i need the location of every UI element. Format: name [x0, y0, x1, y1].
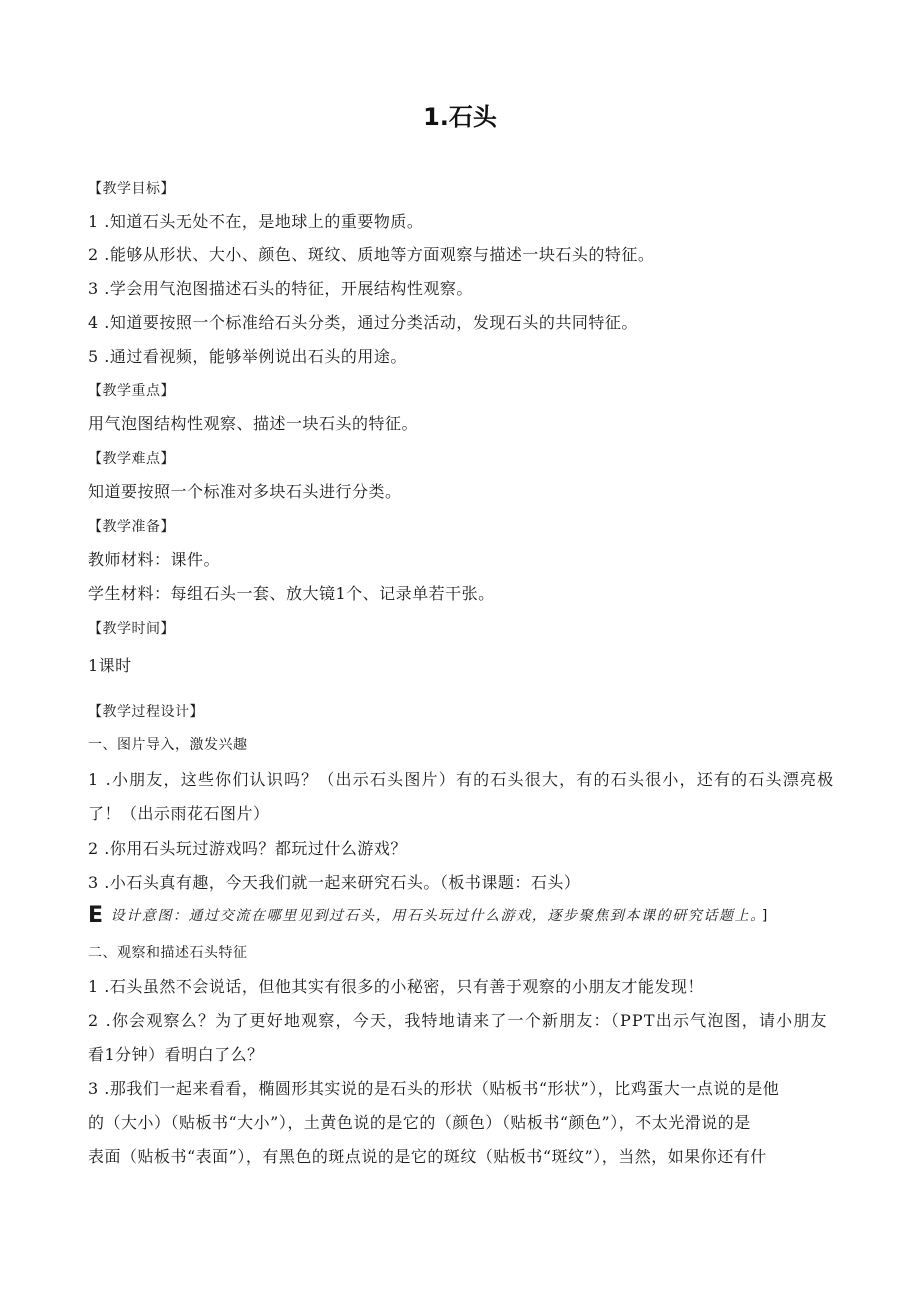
part1-line: 1 .小朋友，这些你们认识吗？（出示石头图片）有的石头很大，有的石头很小，还有的石头漂亮极 [88, 770, 835, 789]
part2-line: 看1分钟）看明白了么？ [88, 1045, 264, 1064]
part2-line: 2 .你会观察么？为了更好地观察，今天，我特地请来了一个新朋友：（PPT出示气泡图，请小朋友 [88, 1011, 828, 1030]
objective-item: 4 .知道要按照一个标准给石头分类，通过分类活动，发现石头的共同特征。 [88, 313, 638, 332]
document-title: 1.石头 [423, 103, 497, 131]
note-open-bracket: E [88, 903, 105, 928]
objective-item: 2 .能够从形状、大小、颜色、斑纹、质地等方面观察与描述一块石头的特征。 [88, 245, 655, 264]
part1-line: 3 .小石头真有趣，今天我们就一起来研究石头。（板书课题：石头） [88, 873, 581, 892]
part1-line: 2 .你用石头玩过游戏吗？都玩过什么游戏？ [88, 839, 407, 858]
note-text: 设计意图：通过交流在哪里见到过石头，用石头玩过什么游戏，逐步聚焦到本课的研究话题上。 [110, 908, 759, 924]
time-text: 1课时 [88, 656, 132, 675]
objectives-heading: 【教学目标】 [88, 181, 175, 197]
objective-item: 5 .通过看视频，能够举例说出石头的用途。 [88, 347, 407, 366]
objective-item: 1 .知道石头无处不在，是地球上的重要物质。 [88, 212, 424, 231]
note-close-bracket: ] [760, 908, 771, 924]
design-note [88, 903, 848, 929]
key-point-text: 用气泡图结构性观察、描述一块石头的特征。 [88, 414, 419, 433]
difficulty-text: 知道要按照一个标准对多块石头进行分类。 [88, 482, 402, 501]
part2-line: 1 .石头虽然不会说话，但他其实有很多的小秘密，只有善于观察的小朋友才能发现！ [88, 977, 704, 996]
teacher-materials: 教师材料：课件。 [88, 550, 221, 569]
time-heading: 【教学时间】 [88, 621, 175, 637]
part2-heading: 二、观察和描述石头特征 [88, 945, 248, 961]
part1-heading: 一、图片导入，激发兴趣 [88, 737, 248, 753]
part2-line: 3 .那我们一起来看看，椭圆形其实说的是石头的形状（贴板书“形状”），比鸡蛋大一点说的是他 [88, 1079, 780, 1098]
process-heading: 【教学过程设计】 [88, 704, 204, 720]
part2-line: 表面（贴板书“表面”），有黑色的斑点说的是它的斑纹（贴板书“斑纹”），当然，如果你还有什 [88, 1147, 767, 1166]
objective-item: 3 .学会用气泡图描述石头的特征，开展结构性观察。 [88, 279, 473, 298]
part1-line: 了！（出示雨花石图片） [88, 804, 270, 823]
preparation-heading: 【教学准备】 [88, 519, 175, 535]
key-point-heading: 【教学重点】 [88, 383, 175, 399]
difficulty-heading: 【教学难点】 [88, 451, 175, 467]
part2-line: 的（大小）（贴板书“大小”），土黄色说的是它的（颜色）（贴板书“颜色”），不太光滑说的是 [88, 1113, 751, 1132]
student-materials: 学生材料：每组石头一套、放大镜1个、记录单若干张。 [88, 584, 495, 603]
